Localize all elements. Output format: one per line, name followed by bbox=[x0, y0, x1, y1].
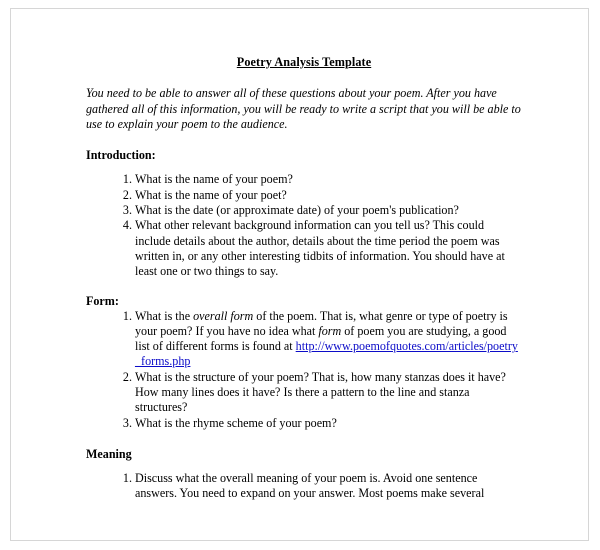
list-item-text-part: of poem you are studying, a good list of different forms is found at bbox=[135, 323, 507, 354]
spacer bbox=[86, 462, 522, 471]
list-item: 1. What is the name of your poem? bbox=[135, 172, 522, 187]
spacer bbox=[86, 280, 522, 293]
document-title-text: Poetry Analysis Template bbox=[236, 55, 372, 69]
section-heading-introduction: Introduction: bbox=[86, 148, 156, 163]
list-item: 3. What is the rhyme scheme of your poem? bbox=[135, 416, 522, 431]
question-list-introduction bbox=[86, 172, 522, 279]
list-item-text-part: of the poem. That is, what genre or type of poetry is your poem? If you have no idea what bbox=[135, 308, 508, 338]
list-item: 1. Discuss what the overall meaning of your poem is. Avoid one sentence answers. You need to expand on your answer. Most poems make several bbox=[135, 471, 522, 502]
question-list-form bbox=[86, 309, 522, 431]
section-meaning bbox=[86, 446, 522, 508]
section-heading-meaning: Meaning bbox=[86, 446, 132, 461]
poetry-forms-hyperlink[interactable]: http://www.poemofquotes.com/articles/poetry_forms.php bbox=[135, 339, 518, 369]
section-form bbox=[86, 293, 522, 431]
spacer bbox=[86, 163, 522, 172]
clipped-text-line bbox=[86, 501, 522, 507]
list-item: 2. What is the name of your poet? bbox=[135, 188, 522, 203]
list-item: 3. What is the date (or approximate date) of your poem's publication? bbox=[135, 203, 522, 218]
document-body bbox=[86, 55, 522, 507]
document-title bbox=[86, 55, 522, 70]
spacer bbox=[86, 132, 522, 147]
list-item-text-part: What is the bbox=[135, 308, 194, 323]
section-introduction bbox=[86, 147, 522, 279]
document-page-sheet bbox=[10, 8, 589, 541]
document-intro-paragraph: You need to be able to answer all of these questions about your poem. After you have gathered all of this information, you will be ready to write a script that you will be able to use to explain your poem to the audience. bbox=[86, 86, 521, 132]
question-list-meaning bbox=[86, 471, 522, 502]
list-item: 4. What other relevant background information can you tell us? This could include details about the author, details about the time period the poem was written in, or any other interesting tidbits of information. You should have at least one or two things to say. bbox=[135, 218, 522, 279]
section-heading-form: Form: bbox=[86, 293, 119, 308]
list-item-emphasis: overall form bbox=[193, 308, 254, 323]
list-item bbox=[135, 309, 522, 370]
list-item-emphasis: form bbox=[318, 323, 342, 338]
spacer bbox=[86, 431, 522, 446]
list-item: 2. What is the structure of your poem? That is, how many stanzas does it have? How many lines does it have? Is there a pattern to the line and stanza structures? bbox=[135, 370, 522, 416]
